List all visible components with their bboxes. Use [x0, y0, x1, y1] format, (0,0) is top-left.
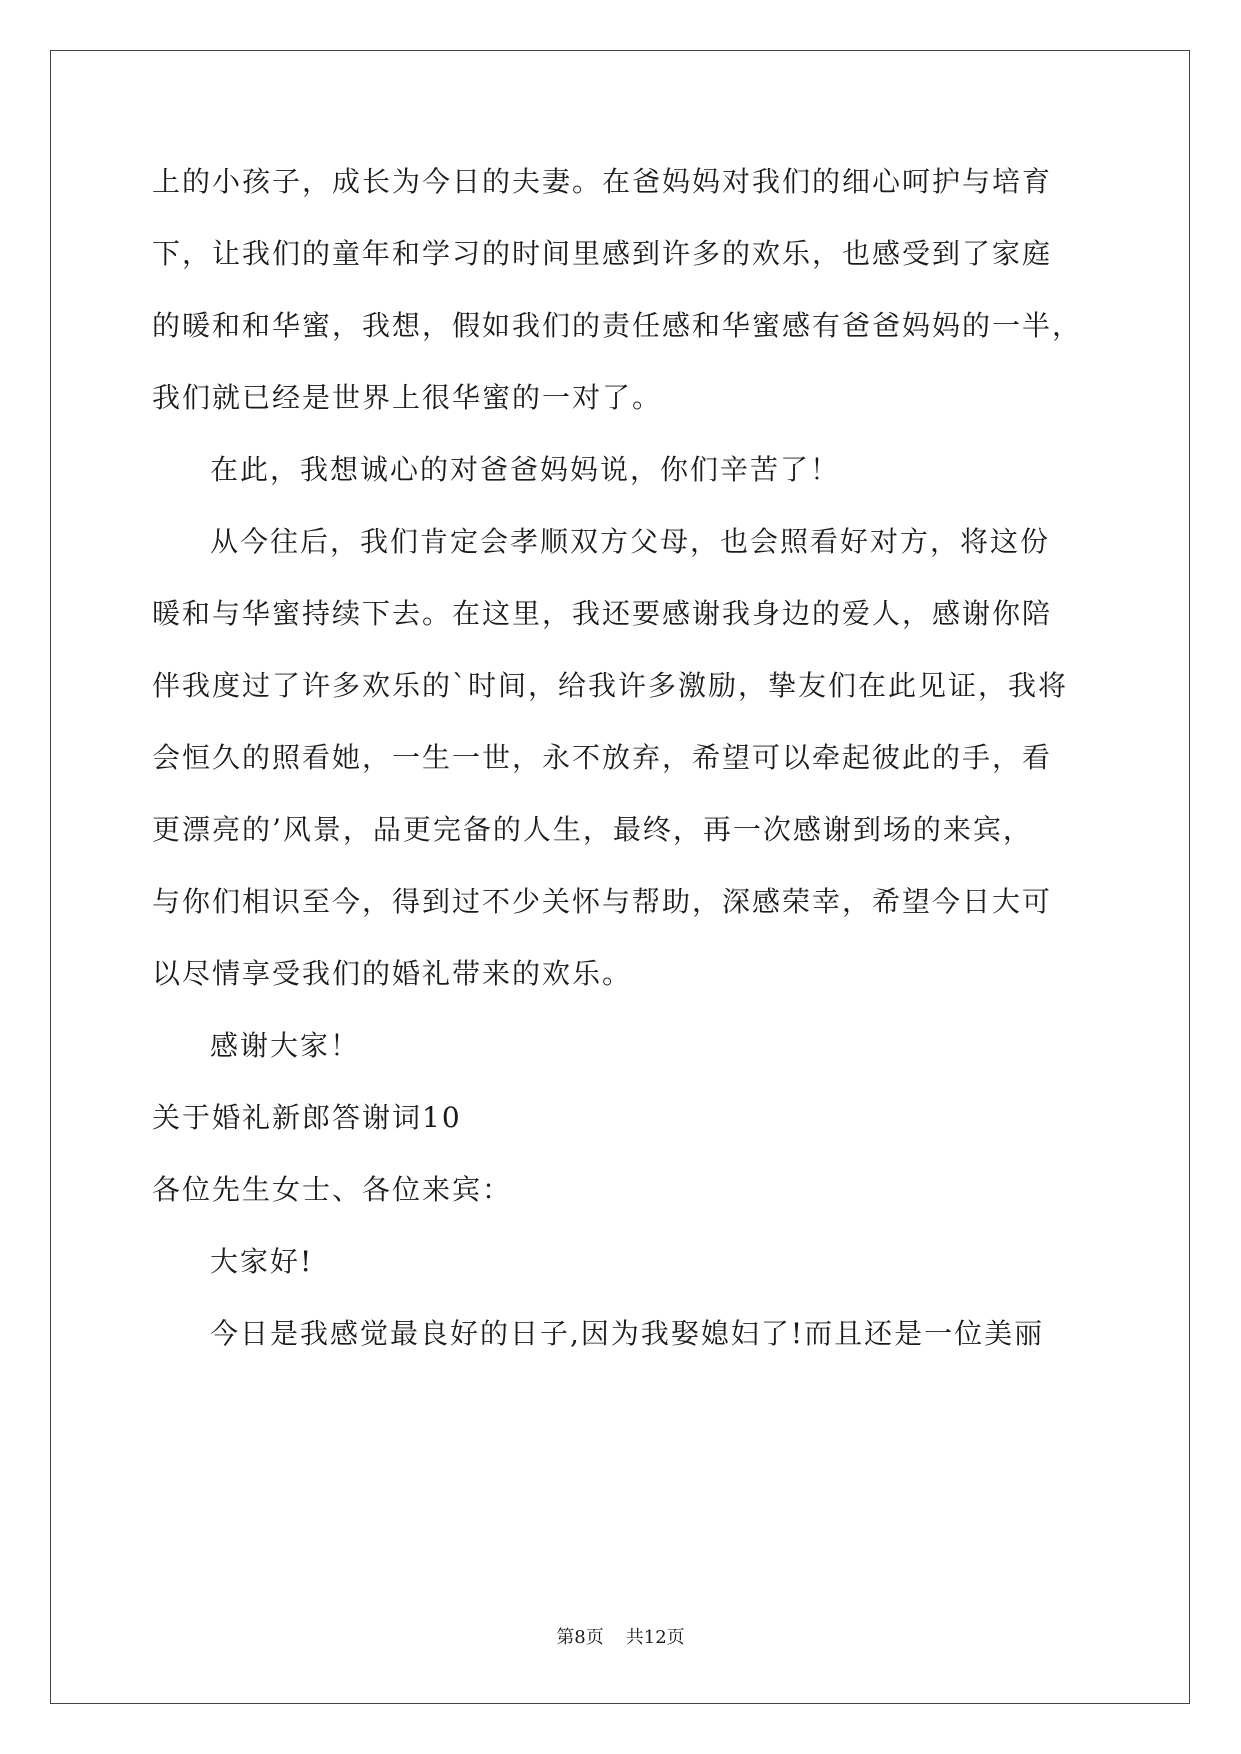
text-line: 今日是我感觉最良好的日子,因为我娶媳妇了!而且还是一位美丽	[210, 1317, 1045, 1350]
section-heading: 关于婚礼新郎答谢词10	[152, 1101, 462, 1134]
text-line: 更漂亮的’风景，品更完备的人生，最终，再一次感谢到场的来宾，	[152, 813, 1033, 846]
text-line: 感谢大家！	[210, 1029, 361, 1062]
text-line: 的暖和和华蜜，我想，假如我们的责任感和华蜜感有爸爸妈妈的一半，	[152, 309, 1083, 342]
text-line: 暖和与华蜜持续下去。在这里，我还要感谢我身边的爱人，感谢你陪	[152, 597, 1053, 630]
text-line: 在此，我想诚心的对爸爸妈妈说，你们辛苦了！	[210, 453, 841, 486]
text-line: 会恒久的照看她，一生一世，永不放弃，希望可以牵起彼此的手，看	[152, 741, 1053, 774]
text-line: 伴我度过了许多欢乐的`时间，给我许多激励，挚友们在此见证，我将	[152, 669, 1069, 702]
page-border	[50, 50, 1190, 1704]
greeting: 大家好!	[210, 1245, 314, 1278]
text-line: 下，让我们的童年和学习的时间里感到许多的欢乐，也感受到了家庭	[152, 237, 1053, 270]
text-line: 上的小孩子，成长为今日的夫妻。在爸妈妈对我们的细心呵护与培育	[152, 165, 1053, 198]
page-total: 共12页	[625, 1627, 685, 1648]
text-line: 与你们相识至今，得到过不少关怀与帮助，深感荣幸，希望今日大可	[152, 885, 1053, 918]
text-line: 从今往后，我们肯定会孝顺双方父母，也会照看好对方，将这份	[210, 525, 1051, 558]
text-line: 以尽情享受我们的婚礼带来的欢乐。	[152, 957, 633, 990]
page-number: 第8页	[556, 1627, 604, 1648]
salutation: 各位先生女士、各位来宾：	[152, 1173, 513, 1206]
page-footer	[0, 1626, 1241, 1650]
text-line: 我们就已经是世界上很华蜜的一对了。	[152, 381, 663, 414]
